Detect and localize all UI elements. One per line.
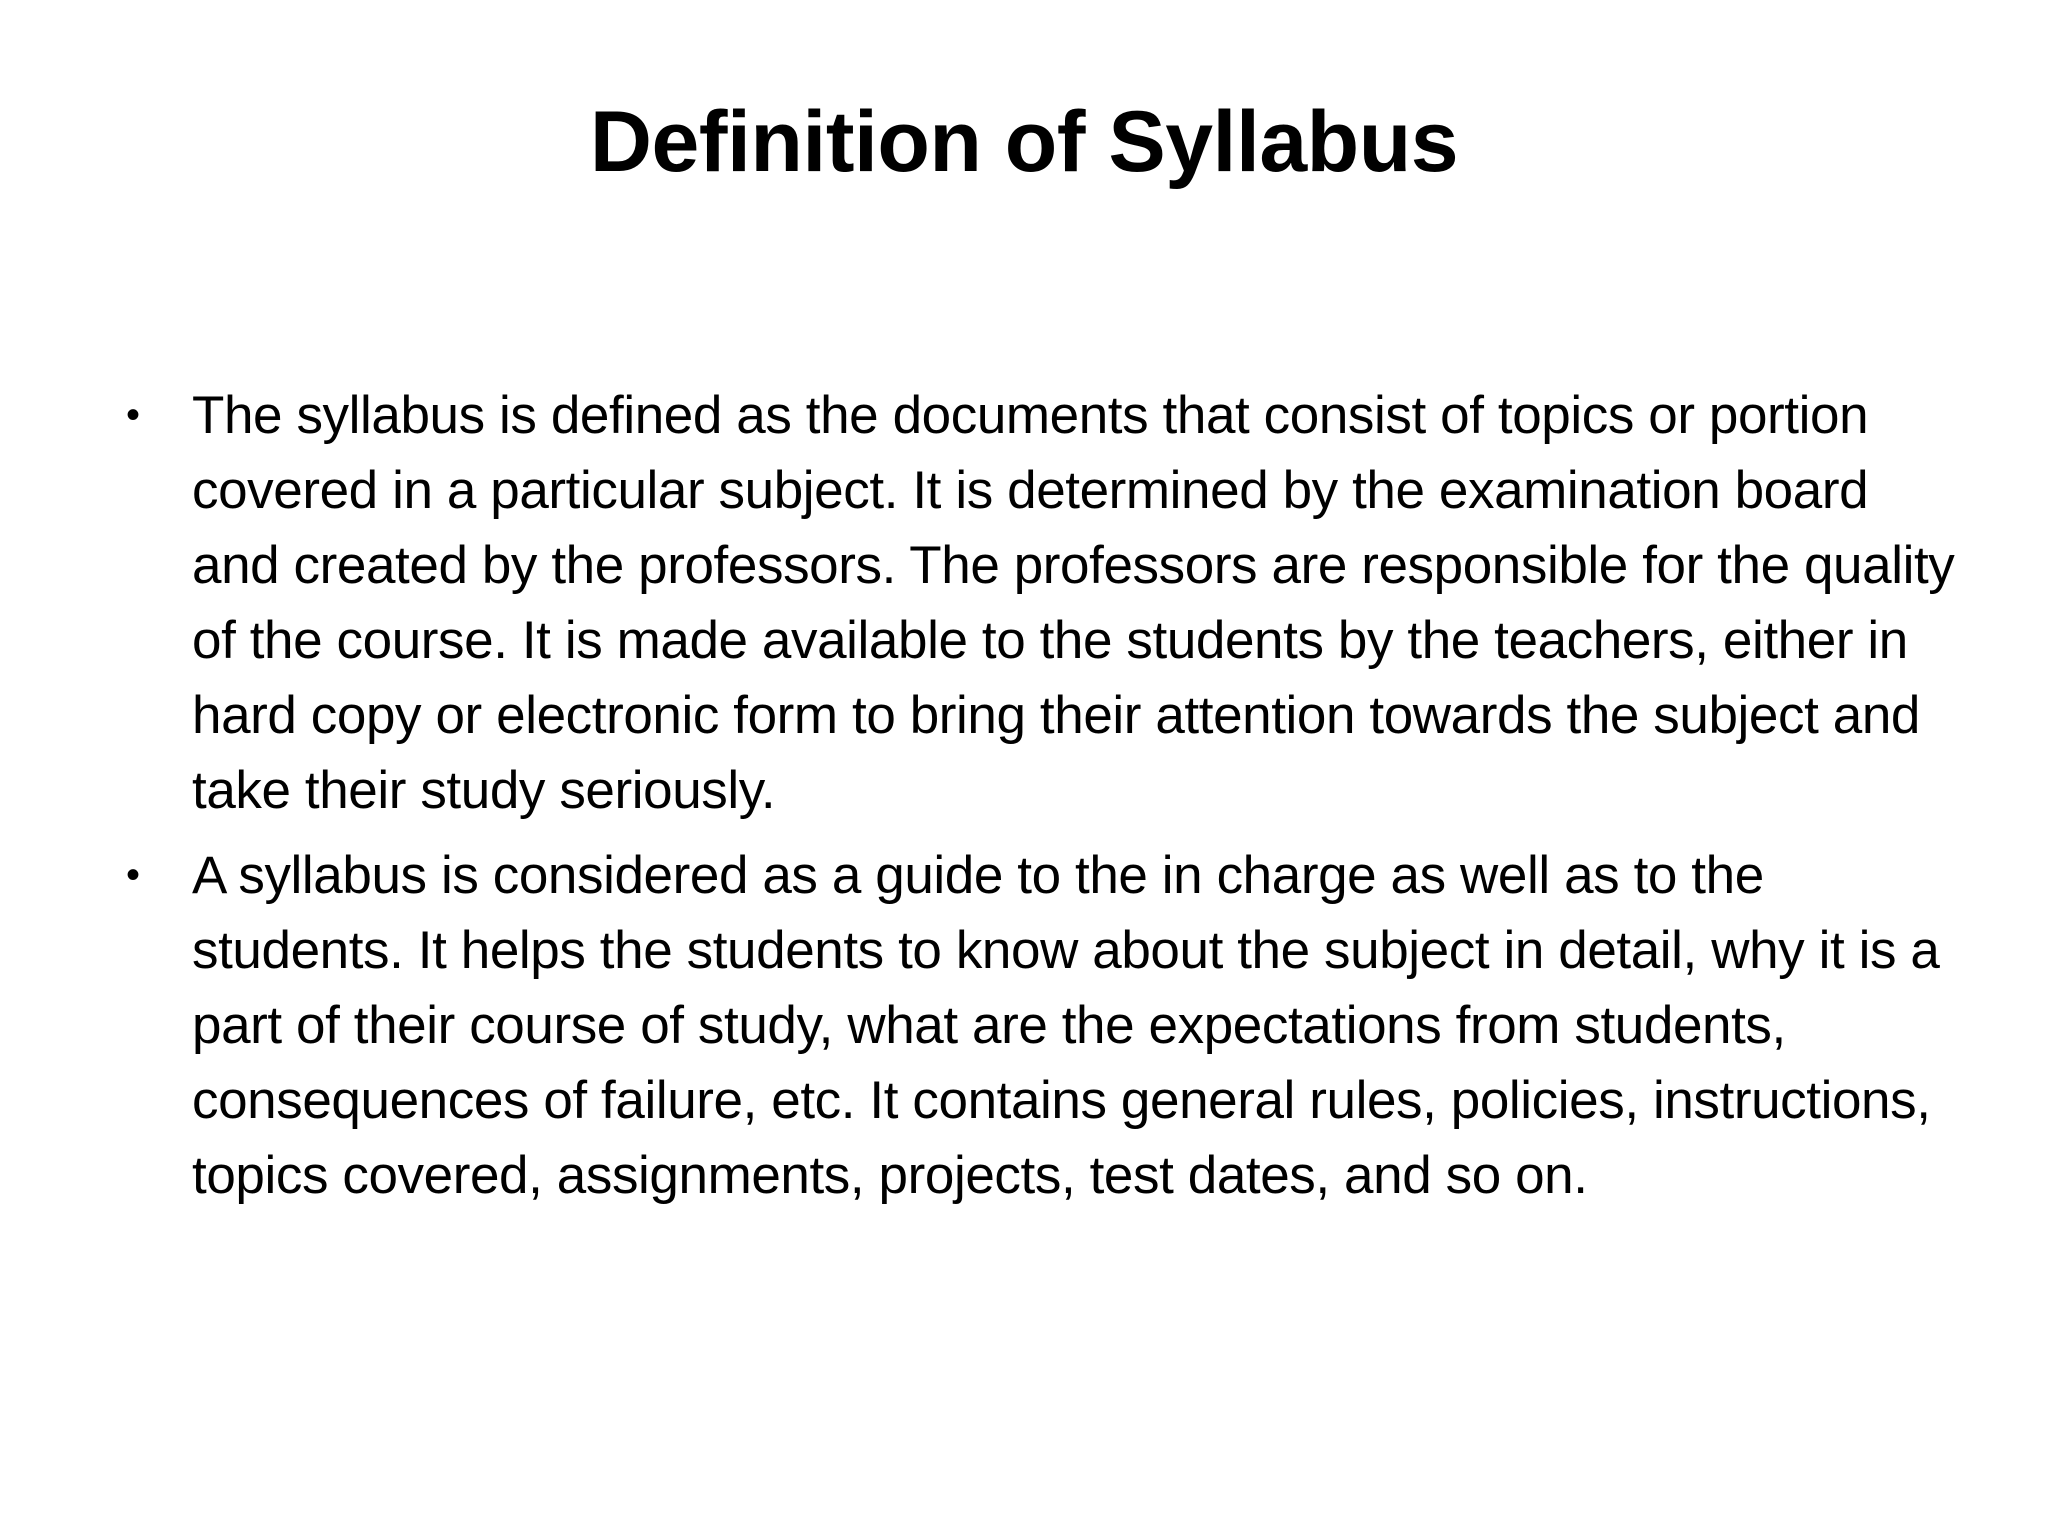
bullet-text: The syllabus is defined as the documents that consist of topics or portion covered in a particular subject. It is determined by the examination board and created by the professors. The professors are responsible for the quality of the course. It is made available to the students by the teachers, either in hard copy or electronic form to bring their attention towards the subject and take their study seriously. bbox=[192, 386, 1955, 820]
bullet-dot-icon: • bbox=[126, 853, 140, 897]
bullet-item bbox=[120, 378, 1960, 828]
bullet-text: A syllabus is considered as a guide to the in charge as well as to the students. It helps the students to know about the subject in detail, why it is a part of their course of study, what are the expectations from students, consequences of failure, etc. It contains general rules, policies, instructions, topics covered, assignments, projects, test dates, and so on. bbox=[192, 846, 1940, 1205]
bullet-list bbox=[120, 378, 1960, 1223]
slide-title: Definition of Syllabus bbox=[589, 94, 1459, 190]
bullet-dot-icon: • bbox=[126, 393, 140, 437]
bullet-item bbox=[120, 838, 1960, 1213]
